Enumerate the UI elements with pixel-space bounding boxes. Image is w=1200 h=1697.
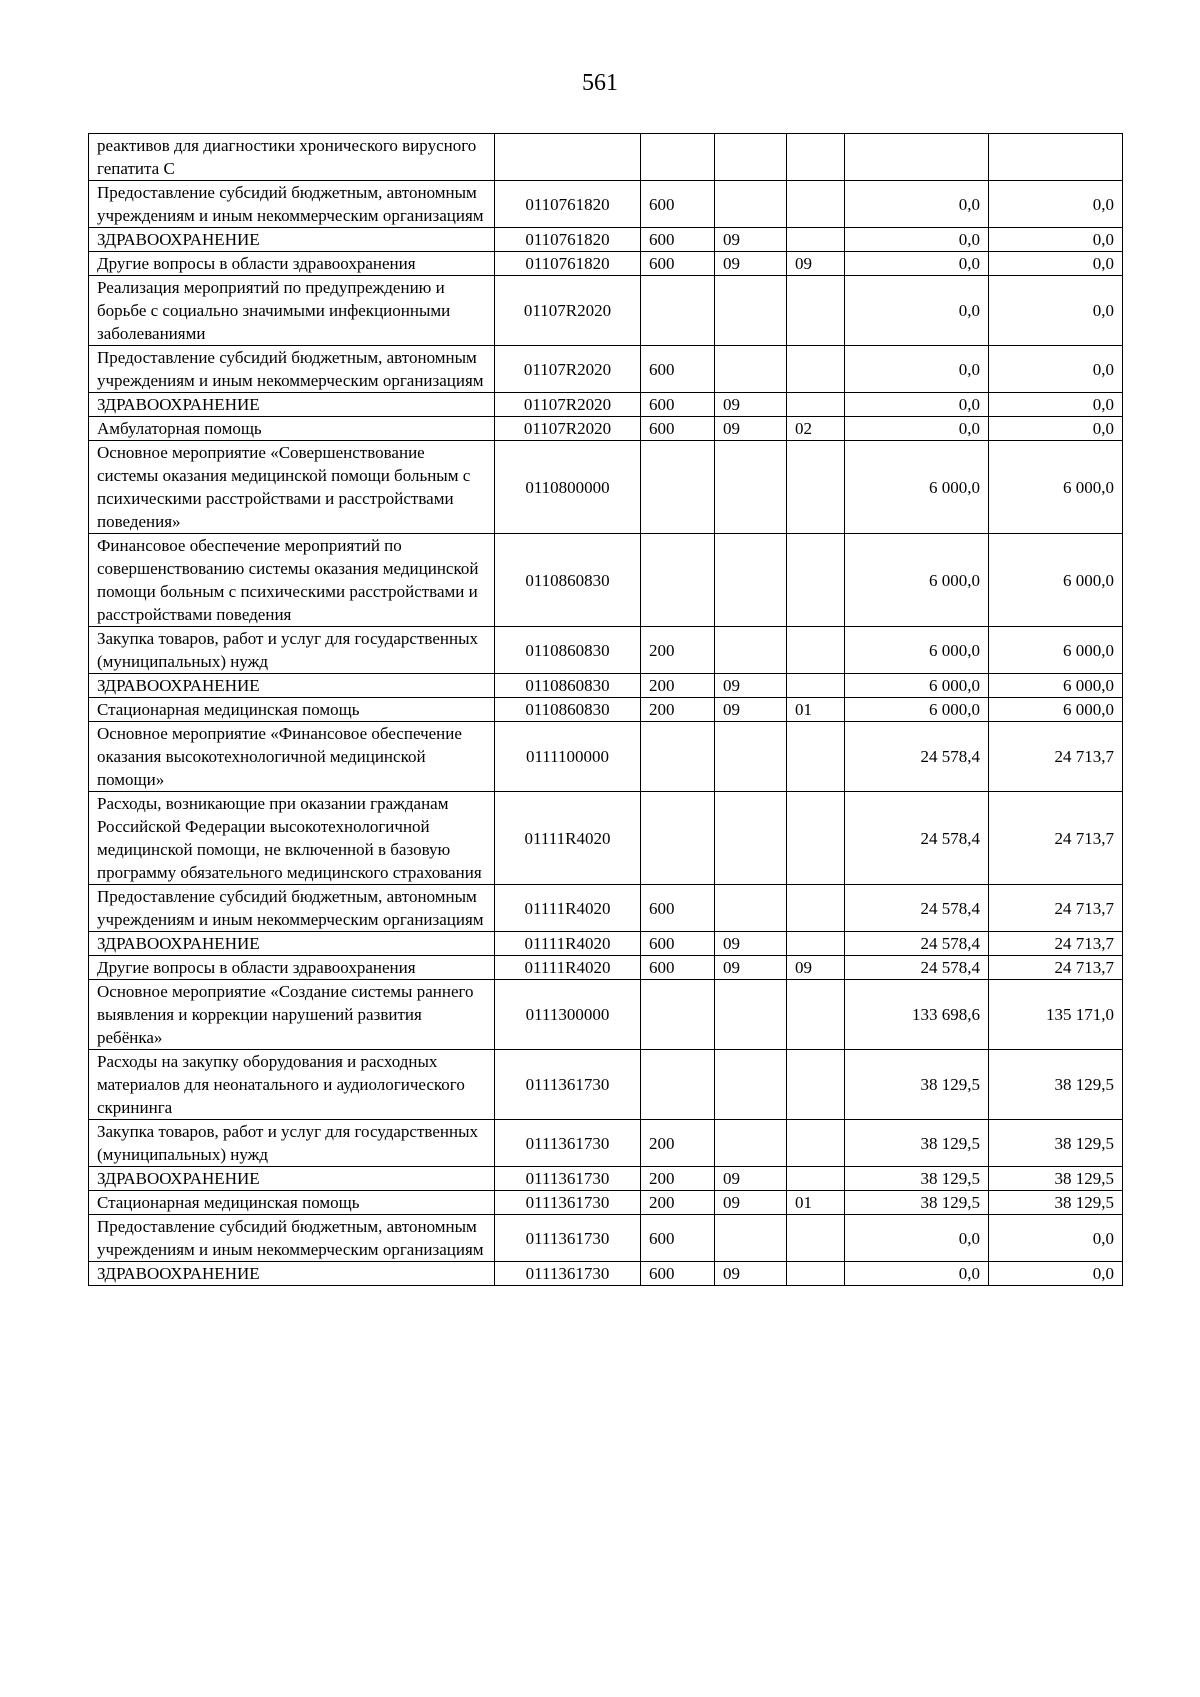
section-cell xyxy=(715,1050,787,1120)
amount-year1-cell: 6 000,0 xyxy=(845,534,989,627)
target-code-cell: 01111R4020 xyxy=(495,792,641,885)
expense-type-cell: 600 xyxy=(641,181,715,228)
subsection-cell xyxy=(787,980,845,1050)
row-name-cell: ЗДРАВООХРАНЕНИЕ xyxy=(89,393,495,417)
row-name-cell: Стационарная медицинская помощь xyxy=(89,698,495,722)
target-code-cell: 0111361730 xyxy=(495,1050,641,1120)
section-cell xyxy=(715,1215,787,1262)
expense-type-cell xyxy=(641,441,715,534)
section-cell: 09 xyxy=(715,228,787,252)
expense-type-cell: 600 xyxy=(641,252,715,276)
target-code-cell: 0110860830 xyxy=(495,534,641,627)
amount-year1-cell: 6 000,0 xyxy=(845,674,989,698)
subsection-cell xyxy=(787,534,845,627)
amount-year2-cell: 24 713,7 xyxy=(989,932,1123,956)
table-row xyxy=(89,792,1123,885)
amount-year1-cell: 6 000,0 xyxy=(845,627,989,674)
table-row xyxy=(89,1262,1123,1286)
table-row xyxy=(89,1215,1123,1262)
expense-type-cell: 600 xyxy=(641,228,715,252)
amount-year2-cell: 24 713,7 xyxy=(989,792,1123,885)
table-row xyxy=(89,956,1123,980)
section-cell: 09 xyxy=(715,1167,787,1191)
table-row xyxy=(89,346,1123,393)
expense-type-cell xyxy=(641,792,715,885)
table-row xyxy=(89,534,1123,627)
subsection-cell xyxy=(787,885,845,932)
amount-year1-cell: 0,0 xyxy=(845,417,989,441)
target-code-cell: 01111R4020 xyxy=(495,885,641,932)
amount-year1-cell: 24 578,4 xyxy=(845,885,989,932)
target-code-cell: 0110860830 xyxy=(495,674,641,698)
row-name-cell: реактивов для диагностики хронического вирусного гепатита С xyxy=(89,134,495,181)
amount-year2-cell: 6 000,0 xyxy=(989,698,1123,722)
target-code-cell: 0110800000 xyxy=(495,441,641,534)
table-row xyxy=(89,228,1123,252)
amount-year1-cell: 6 000,0 xyxy=(845,698,989,722)
target-code-cell: 0111100000 xyxy=(495,722,641,792)
expense-type-cell xyxy=(641,276,715,346)
subsection-cell xyxy=(787,1120,845,1167)
subsection-cell xyxy=(787,441,845,534)
section-cell xyxy=(715,885,787,932)
subsection-cell xyxy=(787,346,845,393)
amount-year2-cell: 24 713,7 xyxy=(989,885,1123,932)
section-cell: 09 xyxy=(715,393,787,417)
section-cell xyxy=(715,534,787,627)
row-name-cell: Расходы, возникающие при оказании гражданам Российской Федерации высокотехнологичной медицинской помощи, не включенной в базовую программу обязательного медицинского страхования xyxy=(89,792,495,885)
expense-type-cell xyxy=(641,722,715,792)
row-name-cell: Основное мероприятие «Совершенствование системы оказания медицинской помощи больным с психическими расстройствами и расстройствами поведения» xyxy=(89,441,495,534)
expense-type-cell: 200 xyxy=(641,674,715,698)
page-number: 561 xyxy=(582,70,618,96)
expense-type-cell: 600 xyxy=(641,417,715,441)
amount-year2-cell: 6 000,0 xyxy=(989,441,1123,534)
section-cell: 09 xyxy=(715,252,787,276)
expense-type-cell: 200 xyxy=(641,1167,715,1191)
amount-year2-cell: 0,0 xyxy=(989,346,1123,393)
subsection-cell xyxy=(787,393,845,417)
budget-table xyxy=(88,133,1123,1286)
target-code-cell xyxy=(495,134,641,181)
row-name-cell: ЗДРАВООХРАНЕНИЕ xyxy=(89,1167,495,1191)
section-cell: 09 xyxy=(715,1191,787,1215)
amount-year1-cell: 24 578,4 xyxy=(845,932,989,956)
expense-type-cell: 600 xyxy=(641,956,715,980)
target-code-cell: 01107R2020 xyxy=(495,346,641,393)
amount-year2-cell: 24 713,7 xyxy=(989,956,1123,980)
section-cell xyxy=(715,276,787,346)
row-name-cell: Закупка товаров, работ и услуг для государственных (муниципальных) нужд xyxy=(89,1120,495,1167)
subsection-cell xyxy=(787,932,845,956)
row-name-cell: Расходы на закупку оборудования и расходных материалов для неонатального и аудиологического скрининга xyxy=(89,1050,495,1120)
table-row xyxy=(89,674,1123,698)
table-row xyxy=(89,417,1123,441)
expense-type-cell: 600 xyxy=(641,1215,715,1262)
expense-type-cell: 200 xyxy=(641,627,715,674)
row-name-cell: Закупка товаров, работ и услуг для государственных (муниципальных) нужд xyxy=(89,627,495,674)
subsection-cell xyxy=(787,228,845,252)
target-code-cell: 0110761820 xyxy=(495,228,641,252)
amount-year1-cell: 24 578,4 xyxy=(845,792,989,885)
section-cell xyxy=(715,441,787,534)
amount-year2-cell: 0,0 xyxy=(989,276,1123,346)
target-code-cell: 01107R2020 xyxy=(495,276,641,346)
subsection-cell: 01 xyxy=(787,1191,845,1215)
section-cell: 09 xyxy=(715,1262,787,1286)
target-code-cell: 01111R4020 xyxy=(495,932,641,956)
expense-type-cell: 600 xyxy=(641,885,715,932)
section-cell xyxy=(715,346,787,393)
amount-year2-cell: 135 171,0 xyxy=(989,980,1123,1050)
table-row xyxy=(89,722,1123,792)
amount-year2-cell: 38 129,5 xyxy=(989,1191,1123,1215)
amount-year2-cell xyxy=(989,134,1123,181)
row-name-cell: Другие вопросы в области здравоохранения xyxy=(89,956,495,980)
subsection-cell xyxy=(787,1167,845,1191)
amount-year2-cell: 0,0 xyxy=(989,228,1123,252)
row-name-cell: Основное мероприятие «Создание системы раннего выявления и коррекции нарушений развития ребёнка» xyxy=(89,980,495,1050)
table-row xyxy=(89,1167,1123,1191)
subsection-cell xyxy=(787,181,845,228)
subsection-cell xyxy=(787,1050,845,1120)
row-name-cell: ЗДРАВООХРАНЕНИЕ xyxy=(89,228,495,252)
row-name-cell: Финансовое обеспечение мероприятий по совершенствованию системы оказания медицинской помощи больным с психическими расстройствами и расстройствами поведения xyxy=(89,534,495,627)
amount-year1-cell: 0,0 xyxy=(845,181,989,228)
section-cell: 09 xyxy=(715,674,787,698)
subsection-cell xyxy=(787,627,845,674)
subsection-cell: 01 xyxy=(787,698,845,722)
amount-year2-cell: 6 000,0 xyxy=(989,534,1123,627)
row-name-cell: Предоставление субсидий бюджетным, автономным учреждениям и иным некоммерческим организациям xyxy=(89,885,495,932)
amount-year2-cell: 0,0 xyxy=(989,181,1123,228)
amount-year2-cell: 0,0 xyxy=(989,417,1123,441)
amount-year1-cell: 38 129,5 xyxy=(845,1050,989,1120)
table-row xyxy=(89,276,1123,346)
subsection-cell: 02 xyxy=(787,417,845,441)
table-row xyxy=(89,393,1123,417)
expense-type-cell: 600 xyxy=(641,932,715,956)
section-cell xyxy=(715,792,787,885)
amount-year1-cell: 6 000,0 xyxy=(845,441,989,534)
target-code-cell: 0110761820 xyxy=(495,252,641,276)
target-code-cell: 01107R2020 xyxy=(495,417,641,441)
amount-year2-cell: 38 129,5 xyxy=(989,1167,1123,1191)
target-code-cell: 0111361730 xyxy=(495,1191,641,1215)
target-code-cell: 0110860830 xyxy=(495,698,641,722)
amount-year1-cell: 38 129,5 xyxy=(845,1167,989,1191)
amount-year1-cell: 0,0 xyxy=(845,1262,989,1286)
expense-type-cell: 200 xyxy=(641,698,715,722)
target-code-cell: 0111361730 xyxy=(495,1215,641,1262)
expense-type-cell: 200 xyxy=(641,1191,715,1215)
amount-year2-cell: 0,0 xyxy=(989,1262,1123,1286)
target-code-cell: 0111361730 xyxy=(495,1167,641,1191)
amount-year2-cell: 0,0 xyxy=(989,393,1123,417)
amount-year1-cell: 0,0 xyxy=(845,393,989,417)
expense-type-cell: 600 xyxy=(641,1262,715,1286)
section-cell xyxy=(715,722,787,792)
table-row xyxy=(89,980,1123,1050)
expense-type-cell: 600 xyxy=(641,393,715,417)
section-cell xyxy=(715,1120,787,1167)
amount-year2-cell: 24 713,7 xyxy=(989,722,1123,792)
amount-year2-cell: 0,0 xyxy=(989,252,1123,276)
amount-year1-cell: 0,0 xyxy=(845,252,989,276)
amount-year1-cell: 133 698,6 xyxy=(845,980,989,1050)
subsection-cell xyxy=(787,1262,845,1286)
subsection-cell xyxy=(787,722,845,792)
table-row xyxy=(89,134,1123,181)
table-row xyxy=(89,698,1123,722)
amount-year2-cell: 38 129,5 xyxy=(989,1120,1123,1167)
row-name-cell: Предоставление субсидий бюджетным, автономным учреждениям и иным некоммерческим организациям xyxy=(89,181,495,228)
table-row xyxy=(89,932,1123,956)
section-cell: 09 xyxy=(715,956,787,980)
row-name-cell: Другие вопросы в области здравоохранения xyxy=(89,252,495,276)
row-name-cell: ЗДРАВООХРАНЕНИЕ xyxy=(89,932,495,956)
table-body xyxy=(89,134,1123,1286)
expense-type-cell: 200 xyxy=(641,1120,715,1167)
target-code-cell: 0110860830 xyxy=(495,627,641,674)
section-cell: 09 xyxy=(715,932,787,956)
amount-year1-cell: 38 129,5 xyxy=(845,1120,989,1167)
subsection-cell xyxy=(787,674,845,698)
table-row xyxy=(89,252,1123,276)
subsection-cell: 09 xyxy=(787,252,845,276)
target-code-cell: 0111361730 xyxy=(495,1120,641,1167)
row-name-cell: Основное мероприятие «Финансовое обеспечение оказания высокотехнологичной медицинской помощи» xyxy=(89,722,495,792)
target-code-cell: 0111300000 xyxy=(495,980,641,1050)
expense-type-cell: 600 xyxy=(641,346,715,393)
amount-year1-cell: 0,0 xyxy=(845,1215,989,1262)
table-row xyxy=(89,627,1123,674)
target-code-cell: 0111361730 xyxy=(495,1262,641,1286)
section-cell xyxy=(715,980,787,1050)
amount-year1-cell: 24 578,4 xyxy=(845,956,989,980)
expense-type-cell xyxy=(641,980,715,1050)
target-code-cell: 01111R4020 xyxy=(495,956,641,980)
amount-year1-cell: 0,0 xyxy=(845,346,989,393)
table-row xyxy=(89,1050,1123,1120)
row-name-cell: Стационарная медицинская помощь xyxy=(89,1191,495,1215)
row-name-cell: ЗДРАВООХРАНЕНИЕ xyxy=(89,674,495,698)
section-cell: 09 xyxy=(715,417,787,441)
amount-year1-cell: 0,0 xyxy=(845,228,989,252)
row-name-cell: Реализация мероприятий по предупреждению и борьбе с социально значимыми инфекционными заболеваниями xyxy=(89,276,495,346)
amount-year1-cell: 38 129,5 xyxy=(845,1191,989,1215)
subsection-cell: 09 xyxy=(787,956,845,980)
section-cell xyxy=(715,627,787,674)
subsection-cell xyxy=(787,134,845,181)
amount-year2-cell: 6 000,0 xyxy=(989,627,1123,674)
amount-year1-cell: 0,0 xyxy=(845,276,989,346)
expense-type-cell xyxy=(641,534,715,627)
section-cell xyxy=(715,181,787,228)
subsection-cell xyxy=(787,1215,845,1262)
target-code-cell: 01107R2020 xyxy=(495,393,641,417)
row-name-cell: Амбулаторная помощь xyxy=(89,417,495,441)
subsection-cell xyxy=(787,792,845,885)
table-row xyxy=(89,1120,1123,1167)
row-name-cell: ЗДРАВООХРАНЕНИЕ xyxy=(89,1262,495,1286)
subsection-cell xyxy=(787,276,845,346)
table-row xyxy=(89,181,1123,228)
table-row xyxy=(89,1191,1123,1215)
table-row xyxy=(89,441,1123,534)
row-name-cell: Предоставление субсидий бюджетным, автономным учреждениям и иным некоммерческим организациям xyxy=(89,1215,495,1262)
row-name-cell: Предоставление субсидий бюджетным, автономным учреждениям и иным некоммерческим организациям xyxy=(89,346,495,393)
section-cell xyxy=(715,134,787,181)
amount-year2-cell: 38 129,5 xyxy=(989,1050,1123,1120)
expense-type-cell xyxy=(641,1050,715,1120)
amount-year1-cell xyxy=(845,134,989,181)
target-code-cell: 0110761820 xyxy=(495,181,641,228)
amount-year2-cell: 0,0 xyxy=(989,1215,1123,1262)
amount-year2-cell: 6 000,0 xyxy=(989,674,1123,698)
table-row xyxy=(89,885,1123,932)
expense-type-cell xyxy=(641,134,715,181)
amount-year1-cell: 24 578,4 xyxy=(845,722,989,792)
section-cell: 09 xyxy=(715,698,787,722)
